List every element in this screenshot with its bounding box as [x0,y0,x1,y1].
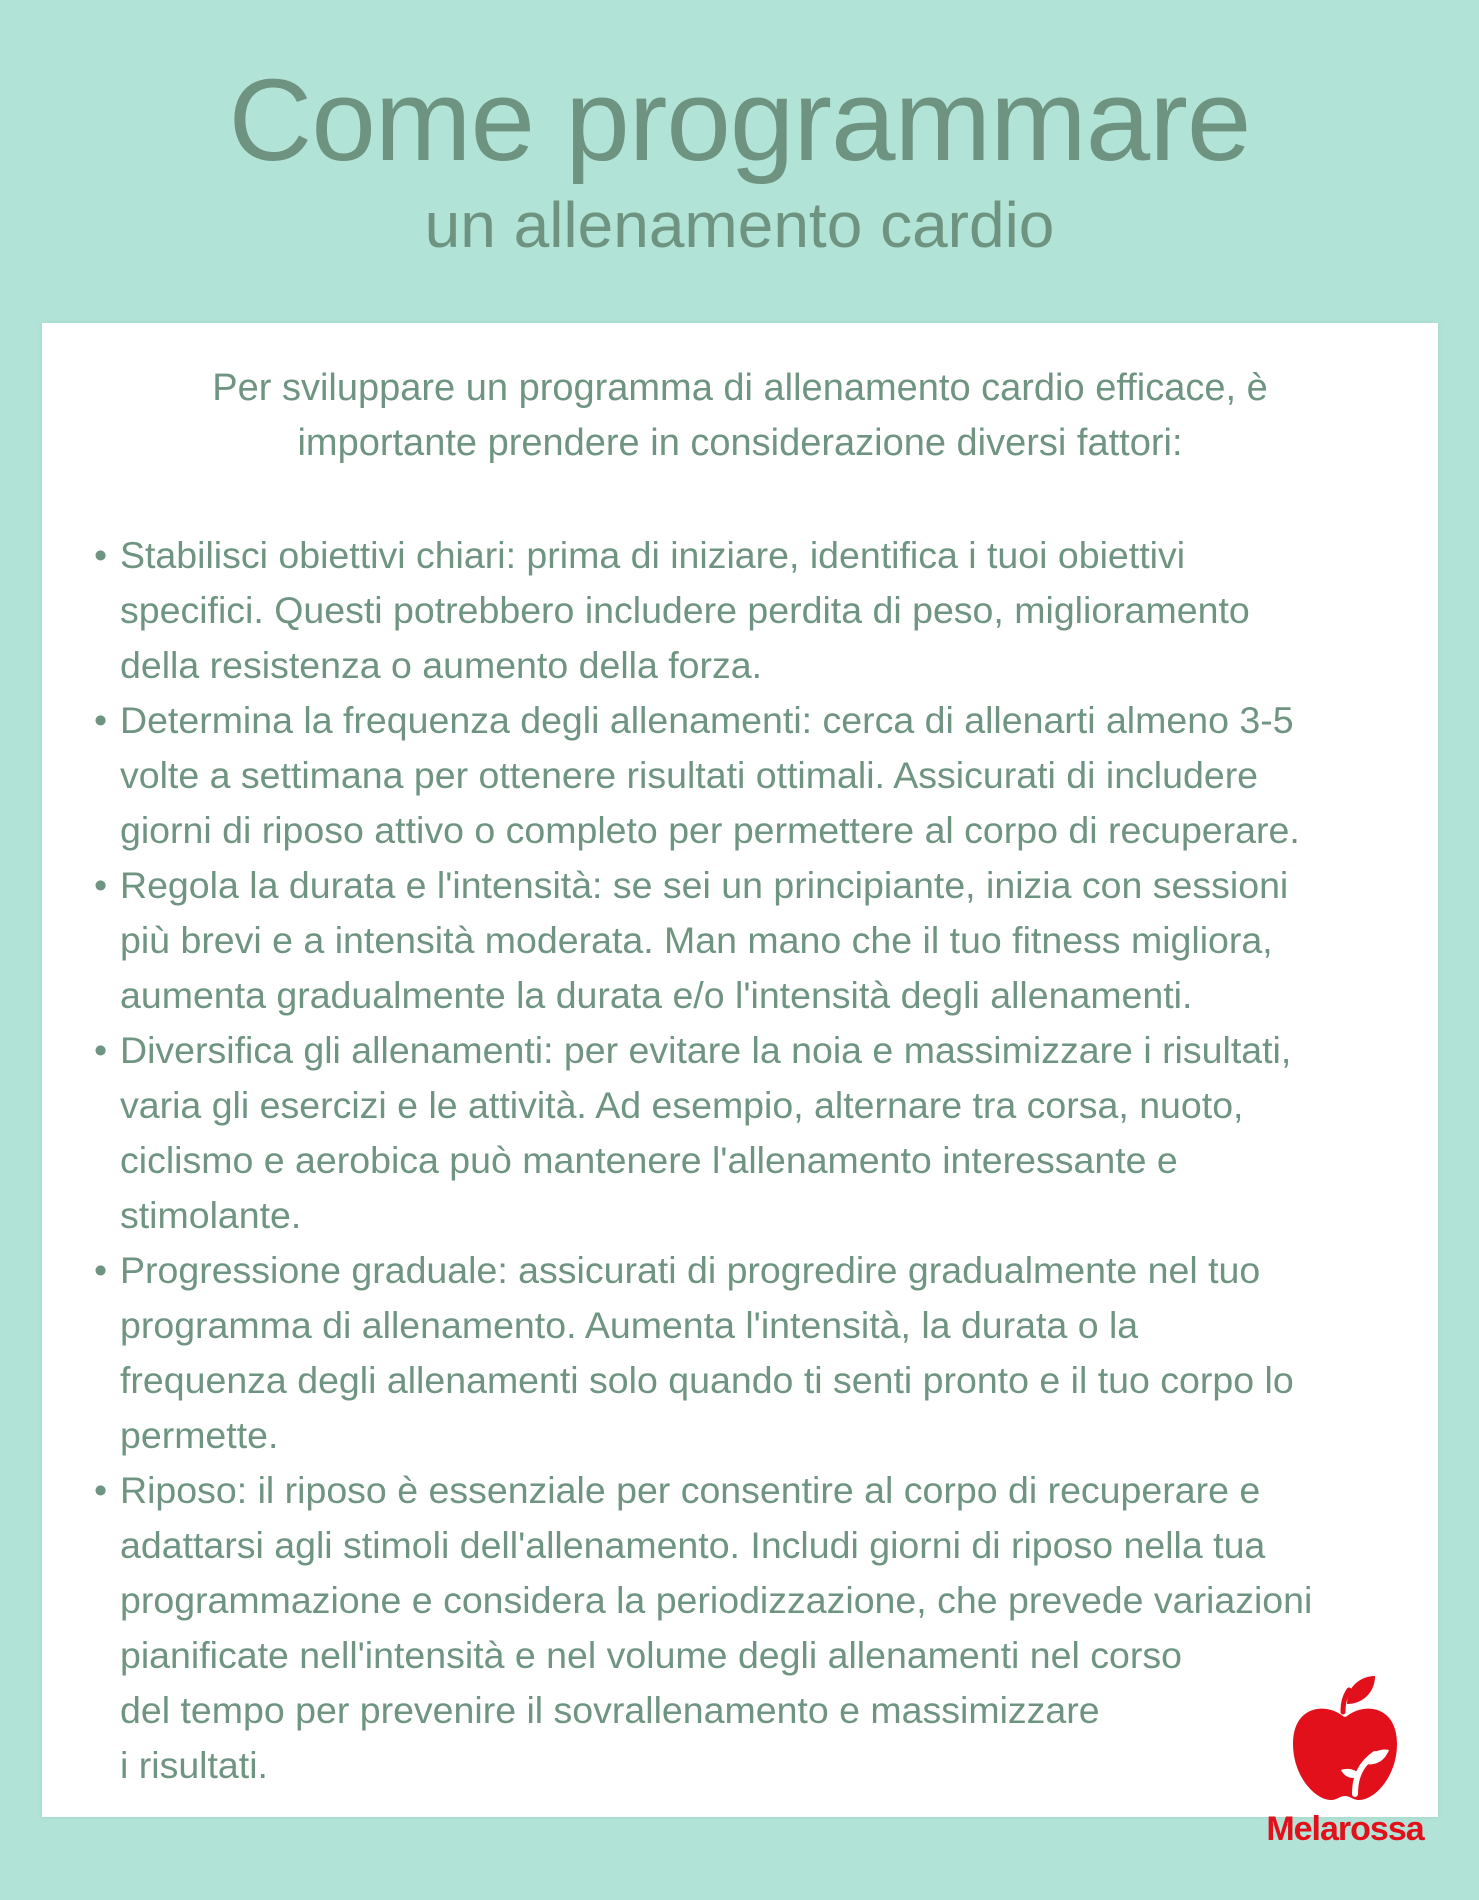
list-item [92,858,1422,1023]
apple-icon [1285,1672,1405,1802]
bullet-icon: • [94,864,108,906]
list-item [92,1463,1422,1793]
tips-list [92,528,1422,1793]
list-item [92,1243,1422,1463]
list-item-text: Stabilisci obiettivi chiari: prima di iniziare, identifica i tuoi obiettivi specifici. Questi potrebbero includere perdita di peso, miglioramento della resistenza o aumento della forza. [120,534,1250,686]
bullet-icon: • [94,1469,108,1511]
list-item [92,1023,1422,1243]
list-item-text: Regola la durata e l'intensità: se sei un principiante, inizia con sessioni più brevi e a intensità moderata. Man mano che il tuo fitness migliora, aumenta gradualmente la durata e/o l'intensità degli allenamenti. [120,864,1289,1016]
list-item [92,693,1422,858]
list-item [92,528,1422,693]
bullet-icon: • [94,1249,108,1291]
list-item-text: Riposo: il riposo è essenziale per consentire al corpo di recuperare e adattarsi agli stimoli dell'allenamento. Includi giorni di riposo nella tua programmazione e considera la periodizzazione, che prevede variazioni pianificate nell'intensità e nel volume degli allenamenti nel corso del tempo per prevenire il sovrallenamento e massimizzare i risultati. [120,1469,1313,1786]
list-item-text: Diversifica gli allenamenti: per evitare la noia e massimizzare i risultati, varia gli esercizi e le attività. Ad esempio, alternare tra corsa, nuoto, ciclismo e aerobica può mantenere l'allenamento interessante e stimolante. [120,1029,1292,1236]
bullet-icon: • [94,534,108,576]
page-title: Come programmare [228,55,1251,185]
bullet-icon: • [94,699,108,741]
logo-text: Melarossa [1266,1810,1424,1848]
list-item-text: Determina la frequenza degli allenamenti: cerca di allenarti almeno 3-5 volte a settimana per ottenere risultati ottimali. Assicurati di includere giorni di riposo attivo o completo per permettere al corpo di recuperare. [120,699,1300,851]
header [0,55,1479,265]
intro-text: Per sviluppare un programma di allenamento cardio efficace, è importante prendere in considerazione diversi fattori: [212,367,1268,464]
content-card [42,323,1438,1817]
bullet-icon: • [94,1029,108,1071]
page-subtitle: un allenamento cardio [424,189,1055,261]
melarossa-logo [1255,1672,1435,1872]
list-item-text: Progressione graduale: assicurati di progredire gradualmente nel tuo programma di allenamento. Aumenta l'intensità, la durata o la frequenza degli allenamenti solo quando ti senti pronto e il tuo corpo lo permette. [120,1249,1294,1456]
